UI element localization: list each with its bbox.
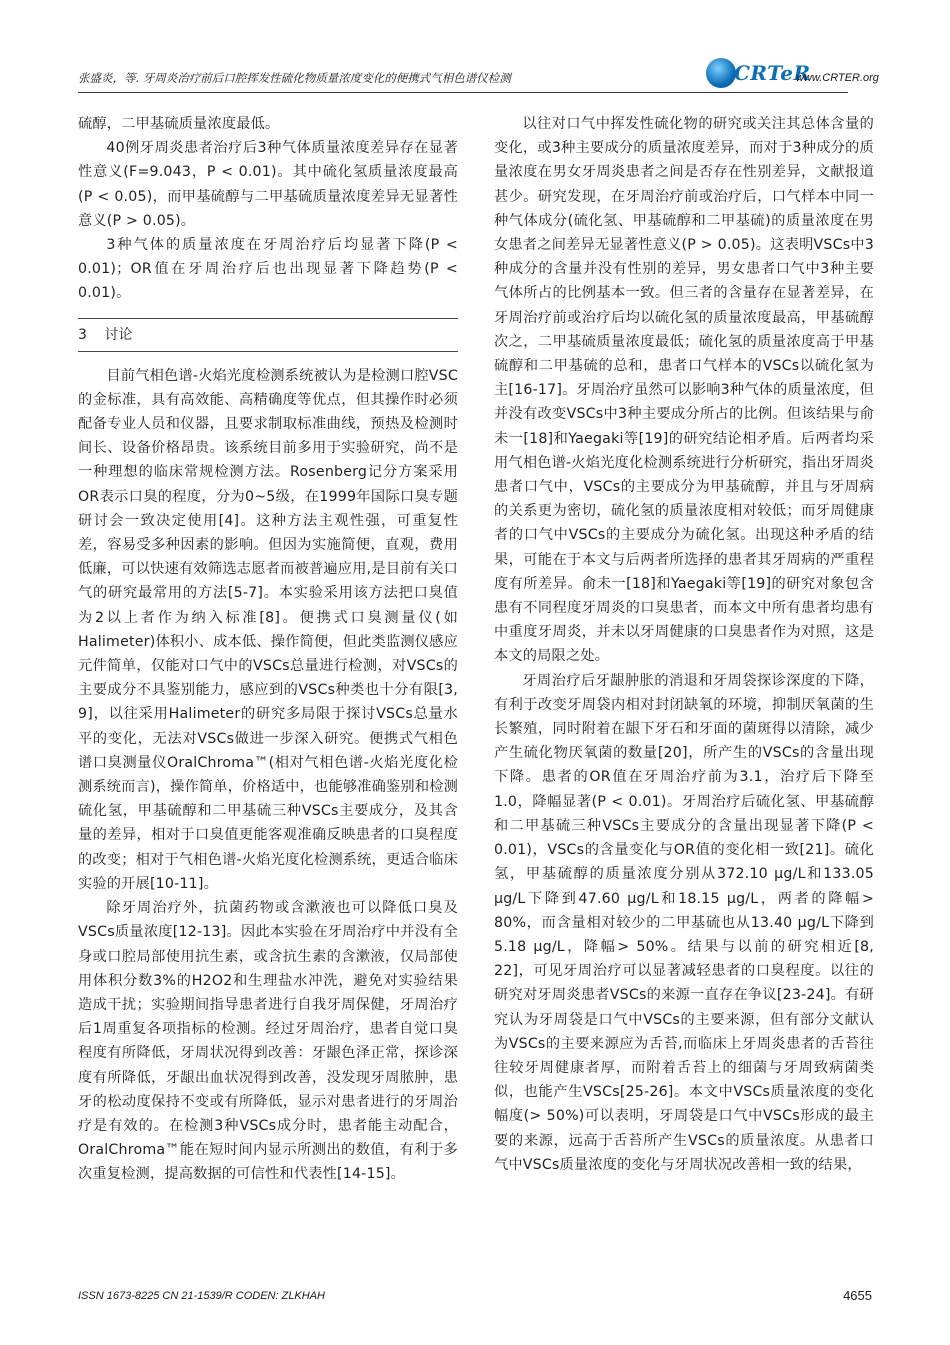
paragraph: 以往对口气中挥发性硫化物的研究或关注其总体含量的变化，或3种主要成分的质量浓度差异，而对于3种成分的质量浓度在男女牙周炎患者之间是否存在性别差异，文献报道甚少。研究发现，在牙周治疗前或治疗后，口气样本中同一种气体成分(硫化氢、甲基硫醇和二甲基硫)的质量浓度在男女患者之间差异无显著性意义(P > 0.05)。这表明VSCs中3种成分的含量并没有性别的差异，男女患者口气中3种主要气体所占的比例基本一致。但三者的含量存在显著差异，在牙周治疗前或治疗后均以硫化氢的质量浓度最高，甲基硫醇次之，二甲基硫质量浓度最低；硫化氢的质量浓度高于甲基硫醇和二甲基硫的总和，患者口气样本的VSCs以硫化氢为主[16-17]。牙周治疗虽然可以影响3种气体的质量浓度，但并没有改变VSCs中3种主要成分所占的比例。但该结果与俞未一[18]和Yaegaki等[19]的研究结论相矛盾。后两者均采用气相色谱-火焰光度化检测系统进行分析研究，指出牙周炎患者口气中，VSCs的主要成分为甲基硫醇，并且与牙周病的关系更为密切，硫化氢的质量浓度相对较低；而牙周健康者的口气中VSCs的主要成分为硫化氢。出现这种矛盾的结果，可能在于本文与后两者所选择的患者其牙周病的严重程度有所差异。俞未一[18]和Yaegaki等[19]的研究对象包含患有不同程度牙周炎的口臭患者，而本文中所有患者均患有中重度牙周炎，并未以牙周健康的口臭患者作为对照，这是本文的局限之处。 [494,116,874,665]
header-rule [78,92,848,93]
running-title: 张盛炎，等. 牙周炎治疗前后口腔挥发性硫化物质量浓度变化的便携式气相色谱仪检测 [78,71,511,85]
page-number: 4655 [843,1288,872,1303]
globe-icon [706,58,736,88]
section-title: 讨论 [104,326,133,343]
section-number: 3 [78,326,87,343]
paragraph: 除牙周治疗外，抗菌药物或含漱液也可以降低口臭及VSCs质量浓度[12-13]。因此本实验在牙周治疗中并没有全身或口腔局部使用抗生素，或含抗生素的含漱液，仅局部使用体积分数3%的H2O2和生理盐水冲洗，避免对实验结果造成干扰；实验期间指导患者进行自我牙周保健，牙周治疗后1周重复各项指标的检测。经过牙周治疗，患者自觉口臭程度有所降低，牙周状况得到改善：牙龈色泽正常，探诊深度有所降低，牙龈出血状况得到改善，没发现牙周脓肿，患牙的松动度保持不变或有所降低，显示对患者进行的牙周治疗是有效的。在检测3种VSCs成分时，患者能主动配合，OralChroma™能在短时间内显示所测出的数值，有利于多次重复检测，提高数据的可信性和代表性[14-15]。 [78,900,458,1183]
footer-issn: ISSN 1673-8225 CN 21-1539/R CODEN: ZLKHAH [78,1290,325,1302]
paragraph: 硫醇，二甲基硫质量浓度最低。 [78,116,280,132]
paragraph: 目前气相色谱-火焰光度检测系统被认为是检测口腔VSC的金标准，具有高效能、高精确度等优点，但其操作时必须配备专业人员和仪器，且要求制取标准曲线，预热及检测时间长、设备价格昂贵。该系统目前多用于实验研究，尚不是一种理想的临床常规检测方法。Rosenberg记分方案采用OR表示口臭的程度，分为0~5级，在1999年国际口臭专题研讨会一致决定使用[4]。这种方法主观性强，可重复性差，容易受多种因素的影响。但因为实施简便，直观，费用低廉，可以快速有效筛选志愿者而被普遍应用,是目前有关口气的研究最常用的方法[5-7]。本实验采用该方法把口臭值为2以上者作为纳入标准[8]。便携式口臭测量仪(如Halimeter)体积小、成本低、操作简便，但此类监测仪感应元件简单，仅能对口气中的VSCs总量进行检测，对VSCs的主要成分不具鉴别能力，感应到的VSCs种类也十分有限[3, 9]，以往采用Halimeter的研究多局限于探讨VSCs总量水平的变化，无法对VSCs做进一步深入研究。便携式气相色谱口臭测量仪OralChroma™(相对气相色谱-火焰光度化检测系统而言)，操作简单，价格适中，也能够准确鉴别和检测硫化氢，甲基硫醇和二甲基硫三种VSCs主要成分，及其含量的差异，相对于口臭值更能客观准确反映患者的口臭程度的改变；相对于气相色谱-火焰光度化检测系统，更适合临床实验的开展[10-11]。 [78,367,458,892]
section-heading [78,318,458,352]
page-header [78,52,878,100]
paragraph: 40例牙周炎患者治疗后3种气体质量浓度差异存在显著性意义(F=9.043，P < 0.01)。其中硫化氢质量浓度最高(P < 0.05)，而甲基硫醇与二甲基硫质量浓度差异无显著性意义(P > 0.05)。 [78,140,458,229]
logo-url: www.CRTER.org [796,72,879,84]
paragraph: 牙周治疗后牙龈肿胀的消退和牙周袋探诊深度的下降，有利于改变牙周袋内相对封闭缺氧的环境，抑制厌氧菌的生长繁殖，同时附着在龈下牙石和牙面的菌斑得以清除，减少产生硫化物厌氧菌的数量[20]，所产生的VSCs的含量出现下降。患者的OR值在牙周治疗前为3.1，治疗后下降至1.0，降幅显著(P < 0.01)。牙周治疗后硫化氢、甲基硫醇和二甲基硫三种VSCs主要成分的含量出现显著下降(P < 0.01)，VSCs的含量变化与OR值的变化相一致[21]。硫化氢，甲基硫醇的质量浓度分别从372.10 μg/L和133.05 μg/L下降到47.60 μg/L和18.15 μg/L，两者的降幅> 80%，而含量相对较少的二甲基硫也从13.40 μg/L下降到5.18 μg/L，降幅> 50%。结果与以前的研究相近[8, 22]，可见牙周治疗可以显著减轻患者的口臭程度。以往的研究对牙周炎患者VSCs的来源一直存在争议[23-24]。有研究认为牙周袋是口气中VSCs的主要来源，但有部分文献认为VSCs的主要来源应为舌苔,而临床上牙周炎患者的舌苔往往较牙周健康者厚，而附着舌苔上的细菌与牙周致病菌类似，也能产生VSCs[25-26]。本文中VSCs质量浓度的变化幅度(> 50%)可以表明，牙周袋是口气中VSCs形成的最主要的来源，远高于舌苔所产生VSCs的质量浓度。从患者口气中VSCs质量浓度的变化与牙周状况改善相一致的结果， [494,672,874,1173]
left-column [78,112,458,1187]
right-column [494,112,874,1177]
paragraph: 3种气体的质量浓度在牙周治疗后均显著下降(P < 0.01)；OR值在牙周治疗后也出现显著下降趋势(P < 0.01)。 [78,237,458,302]
logo-text: CRTeR [734,61,811,85]
crter-logo [688,52,878,96]
